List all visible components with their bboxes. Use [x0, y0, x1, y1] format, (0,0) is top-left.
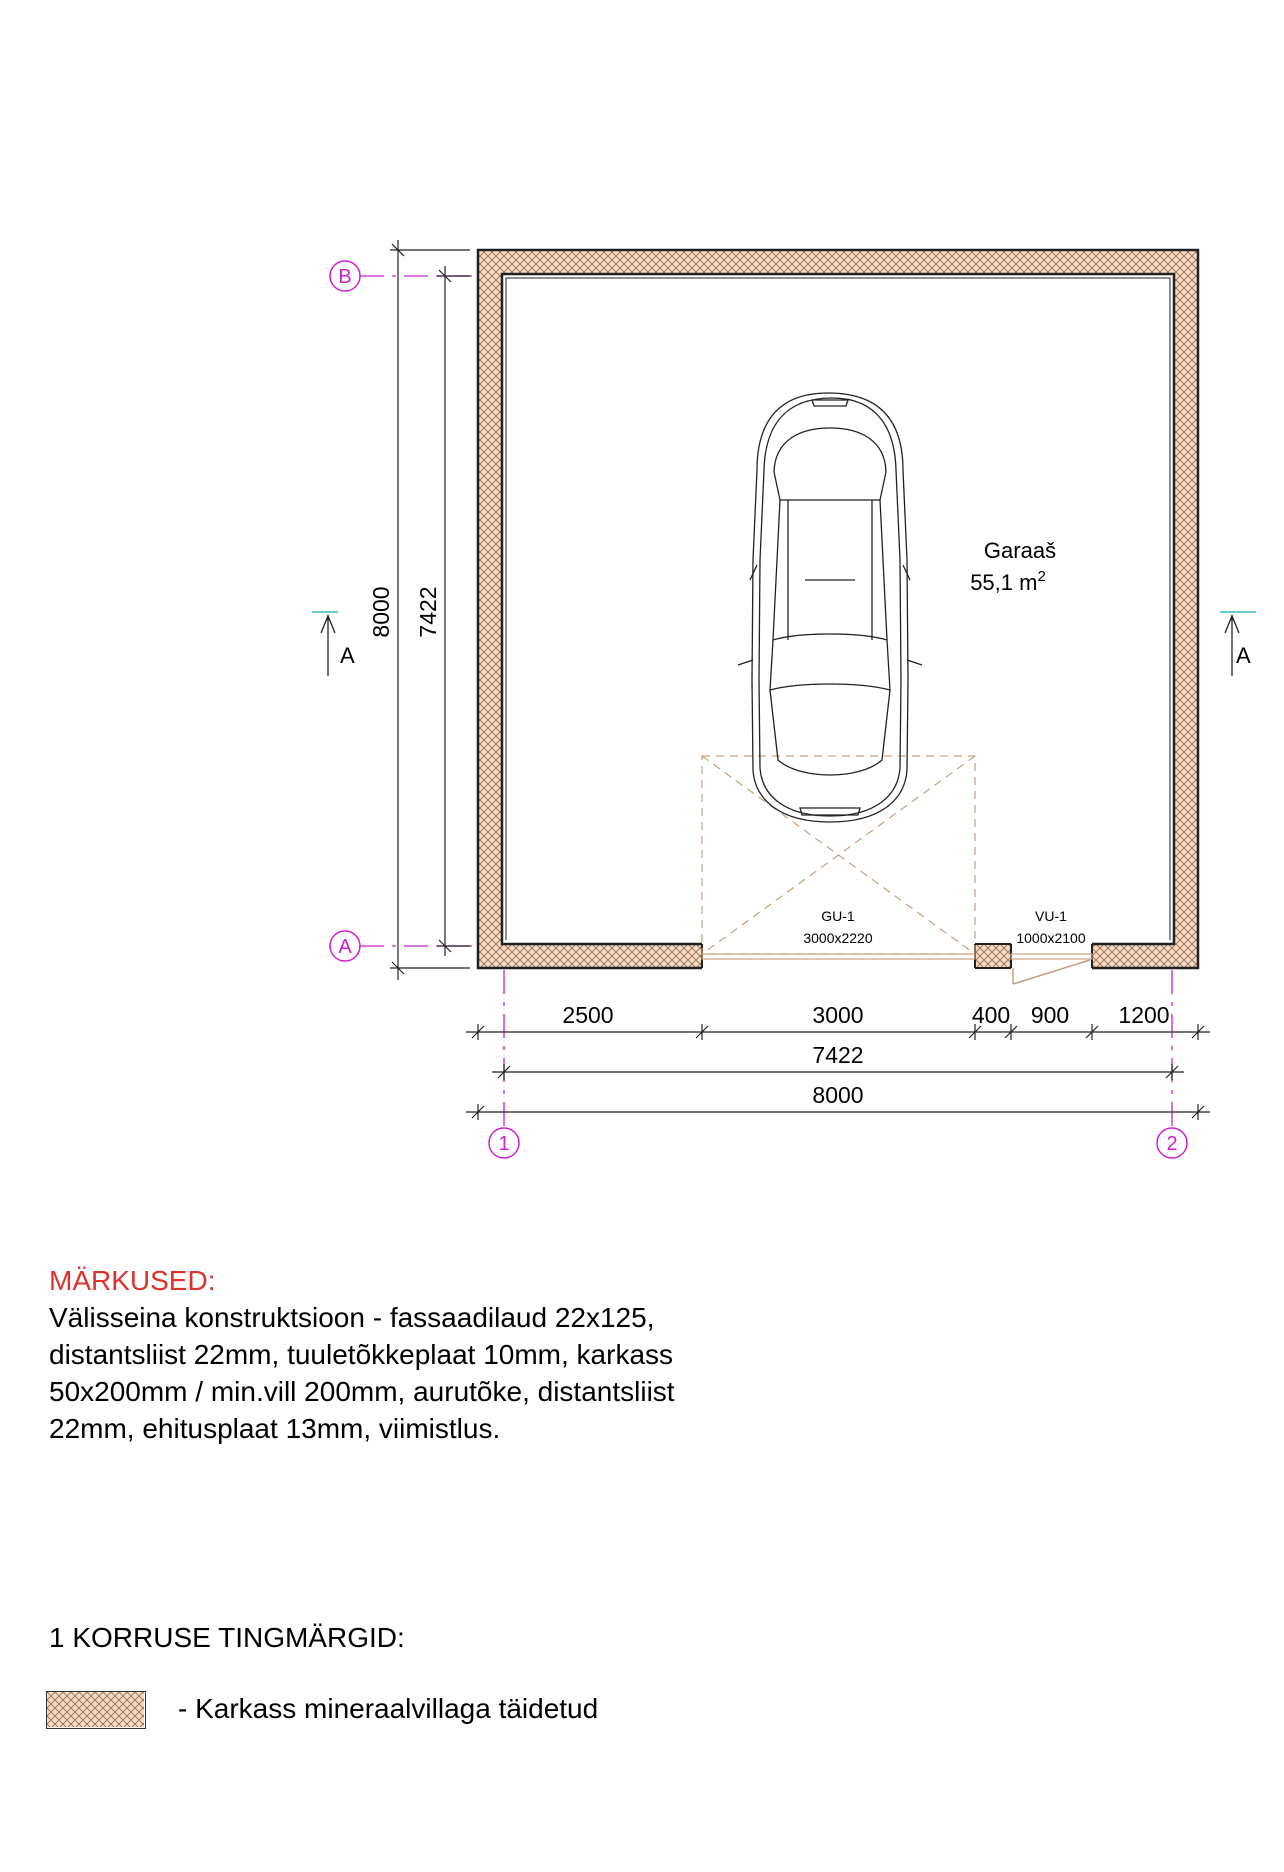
grid-label-a: A	[338, 936, 352, 958]
garage-door-code: GU-1	[821, 908, 855, 924]
room-name: Garaaš	[983, 538, 1057, 563]
dim-400: 400	[971, 1002, 1011, 1028]
section-mark-right	[1220, 612, 1256, 676]
hatch-swatch-icon	[46, 1691, 146, 1729]
room-area-sup: 2	[1037, 568, 1046, 585]
door-vu-1	[1011, 954, 1092, 984]
legend-text: - Karkass mineraalvillaga täidetud	[178, 1693, 599, 1724]
door-size: 1000x2100	[1016, 930, 1086, 946]
section-label-left: A	[340, 643, 355, 668]
grid-label-2: 2	[1166, 1133, 1178, 1155]
room-area: 55,1 m	[970, 570, 1038, 595]
dim-3000: 3000	[812, 1002, 864, 1028]
dim-overall-8000: 8000	[812, 1082, 864, 1108]
room-label	[970, 538, 1056, 595]
dim-900: 900	[1030, 1002, 1070, 1028]
dim-inner-7422: 7422	[812, 1042, 864, 1068]
legend-item	[46, 1691, 746, 1731]
car-drawing	[738, 393, 922, 822]
door-code: VU-1	[1035, 908, 1067, 924]
notes-section	[49, 1263, 809, 1447]
dim-1200: 1200	[1118, 1002, 1170, 1028]
section-label-right: A	[1236, 643, 1251, 668]
left-dim-overall: 8000	[368, 586, 394, 638]
svg-text:55,1 m2	[970, 568, 1046, 595]
notes-line: distantsliist 22mm, tuuletõkkeplaat 10mm, karkass	[49, 1339, 674, 1370]
notes-body	[49, 1299, 809, 1447]
notes-line: 22mm, ehitusplaat 13mm, viimistlus.	[49, 1413, 501, 1444]
dim-2500: 2500	[562, 1002, 614, 1028]
grid-label-1: 1	[498, 1133, 510, 1155]
notes-title: MÄRKUSED:	[49, 1265, 216, 1296]
legend-title: 1 KORRUSE TINGMÄRGID:	[49, 1622, 405, 1653]
grid-label-b: B	[338, 266, 352, 288]
garage-door-size: 3000x2220	[803, 930, 873, 946]
notes-line: Välisseina konstruktsioon - fassaadilaud 22x125,	[49, 1302, 655, 1333]
left-dim-inner: 7422	[415, 586, 441, 638]
notes-line: 50x200mm / min.vill 200mm, aurutõke, distantsliist	[49, 1376, 675, 1407]
exterior-walls	[478, 250, 1198, 968]
garage-door-gu-1	[702, 756, 975, 959]
section-mark-left	[312, 612, 355, 676]
